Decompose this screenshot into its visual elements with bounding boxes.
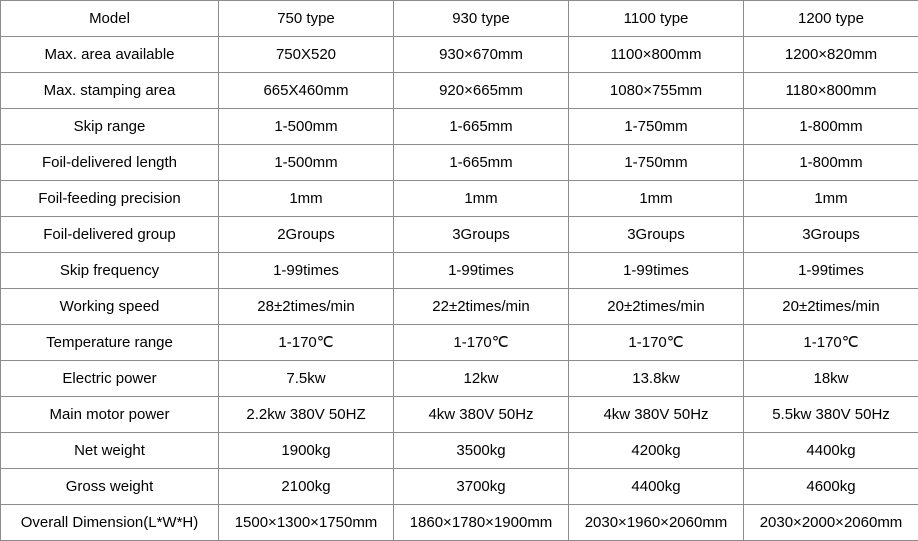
row-label: Skip range [1,109,219,145]
table-cell: 3500kg [394,433,569,469]
table-cell: 12kw [394,361,569,397]
table-cell: 1-500mm [219,145,394,181]
row-label: Working speed [1,289,219,325]
table-cell: 1500×1300×1750mm [219,505,394,541]
table-cell: 1mm [569,181,744,217]
table-row [1,505,918,541]
row-label: Model [1,1,219,37]
table-row [1,145,918,181]
row-label: Overall Dimension(L*W*H) [1,505,219,541]
row-label: Electric power [1,361,219,397]
table-cell: 1180×800mm [744,73,918,109]
table-cell: 4200kg [569,433,744,469]
table-cell: 20±2times/min [744,289,918,325]
table-cell: 1-665mm [394,145,569,181]
table-cell: 20±2times/min [569,289,744,325]
table-cell: 1200 type [744,1,918,37]
table-cell: 930 type [394,1,569,37]
table-cell: 1-99times [569,253,744,289]
table-cell: 1-800mm [744,109,918,145]
table-cell: 1200×820mm [744,37,918,73]
table-body [1,1,918,541]
table-cell: 1-665mm [394,109,569,145]
table-cell: 750X520 [219,37,394,73]
table-cell: 22±2times/min [394,289,569,325]
table-cell: 2.2kw 380V 50HZ [219,397,394,433]
table-cell: 3Groups [569,217,744,253]
table-cell: 7.5kw [219,361,394,397]
table-cell: 1-170℃ [744,325,918,361]
table-cell: 4400kg [569,469,744,505]
row-label: Gross weight [1,469,219,505]
table-row [1,253,918,289]
table-cell: 1mm [219,181,394,217]
row-label: Max. area available [1,37,219,73]
table-cell: 3Groups [394,217,569,253]
table-row [1,1,918,37]
table-cell: 1mm [744,181,918,217]
table-cell: 18kw [744,361,918,397]
table-cell: 1-99times [219,253,394,289]
row-label: Foil-delivered group [1,217,219,253]
table-cell: 4600kg [744,469,918,505]
table-cell: 1-750mm [569,109,744,145]
row-label: Max. stamping area [1,73,219,109]
table-row [1,469,918,505]
table-row [1,217,918,253]
row-label: Foil-feeding precision [1,181,219,217]
table-cell: 1-170℃ [394,325,569,361]
table-cell: 2100kg [219,469,394,505]
table-cell: 4kw 380V 50Hz [394,397,569,433]
table-cell: 4kw 380V 50Hz [569,397,744,433]
table-cell: 1-750mm [569,145,744,181]
table-cell: 1080×755mm [569,73,744,109]
table-row [1,109,918,145]
table-row [1,37,918,73]
row-label: Foil-delivered length [1,145,219,181]
table-cell: 1100 type [569,1,744,37]
table-cell: 750 type [219,1,394,37]
table-cell: 1-170℃ [569,325,744,361]
table-row [1,433,918,469]
table-cell: 1-500mm [219,109,394,145]
table-row [1,289,918,325]
table-cell: 4400kg [744,433,918,469]
table-row [1,361,918,397]
table-row [1,397,918,433]
table-row [1,73,918,109]
table-cell: 1860×1780×1900mm [394,505,569,541]
table-cell: 930×670mm [394,37,569,73]
table-cell: 3Groups [744,217,918,253]
table-cell: 1mm [394,181,569,217]
table-cell: 1-99times [744,253,918,289]
table-cell: 5.5kw 380V 50Hz [744,397,918,433]
row-label: Net weight [1,433,219,469]
table-cell: 3700kg [394,469,569,505]
table-cell: 28±2times/min [219,289,394,325]
table-row [1,325,918,361]
table-cell: 1900kg [219,433,394,469]
table-cell: 13.8kw [569,361,744,397]
row-label: Temperature range [1,325,219,361]
table-cell: 1-170℃ [219,325,394,361]
table-cell: 1-99times [394,253,569,289]
table-cell: 1100×800mm [569,37,744,73]
table-cell: 2030×2000×2060mm [744,505,918,541]
row-label: Main motor power [1,397,219,433]
row-label: Skip frequency [1,253,219,289]
table-cell: 2030×1960×2060mm [569,505,744,541]
table-cell: 2Groups [219,217,394,253]
table-cell: 665X460mm [219,73,394,109]
table-cell: 920×665mm [394,73,569,109]
table-row [1,181,918,217]
table-cell: 1-800mm [744,145,918,181]
